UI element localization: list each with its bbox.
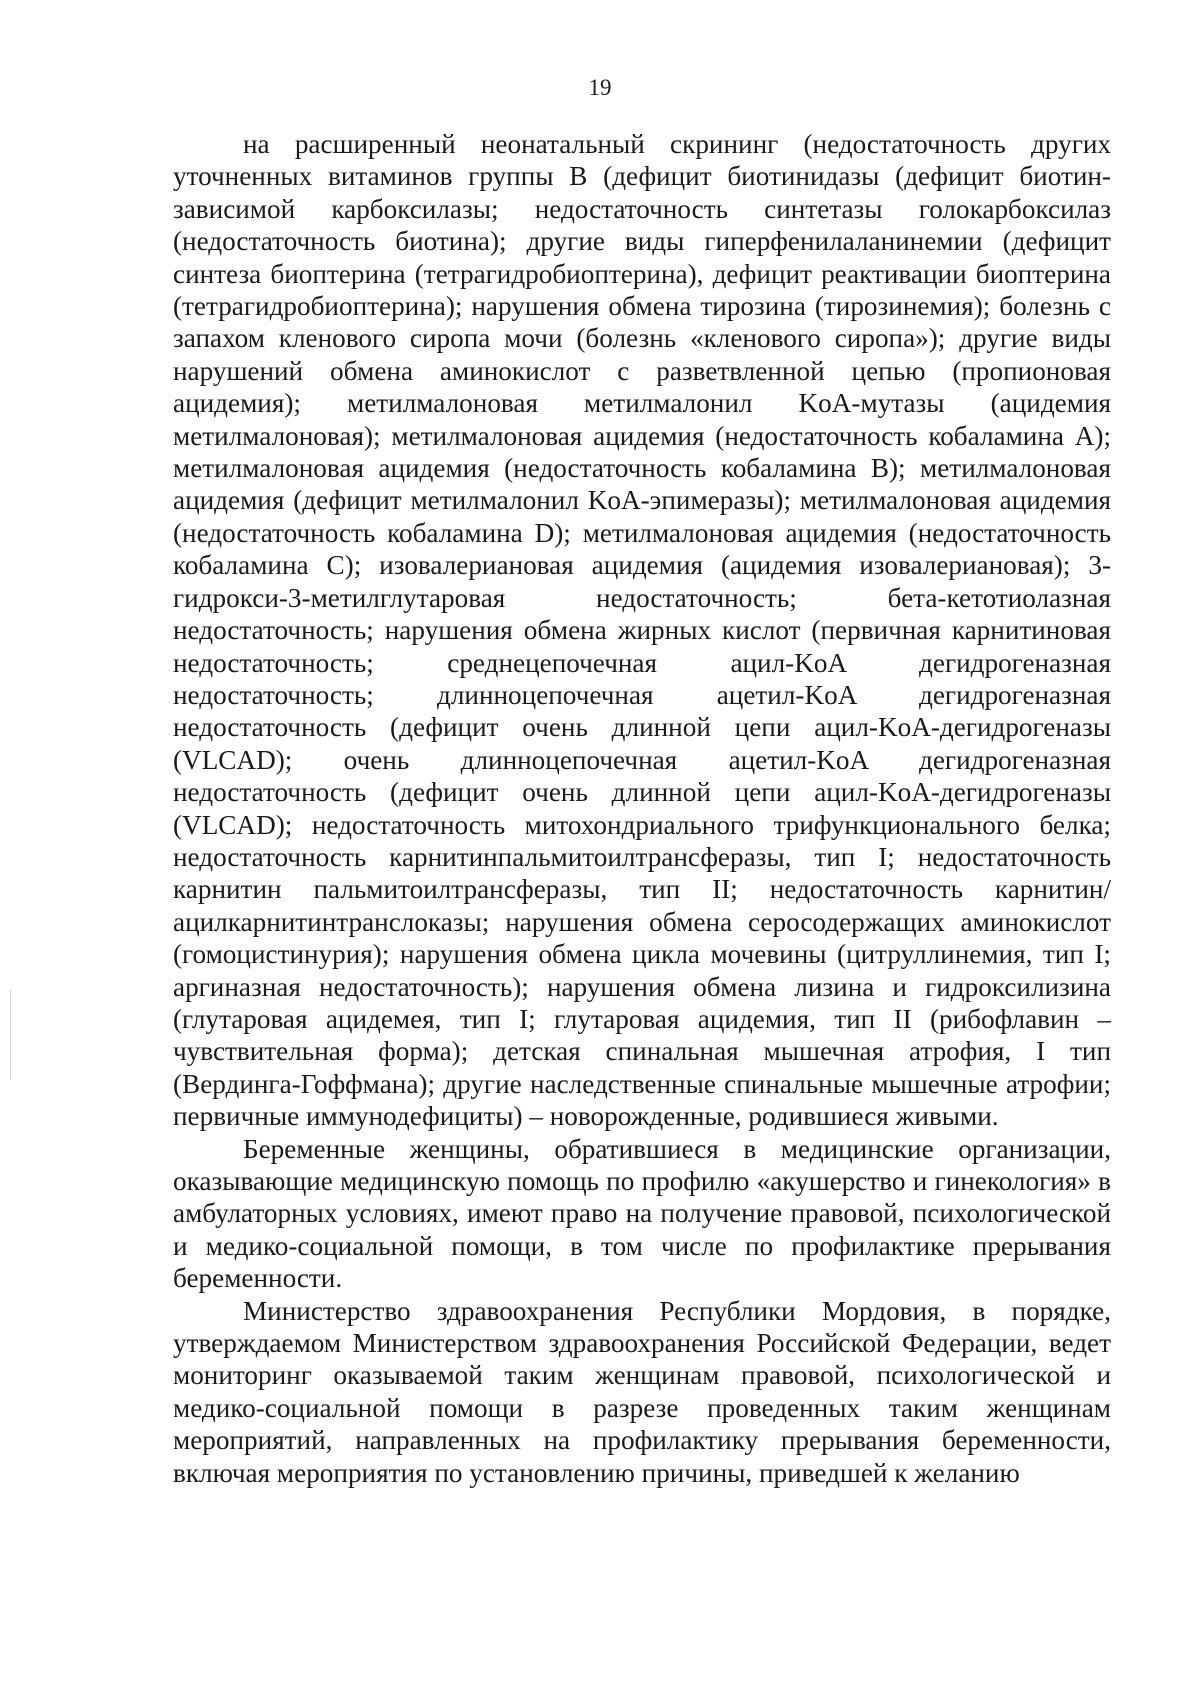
document-body xyxy=(173,128,1111,1489)
scan-margin-mark xyxy=(10,990,11,1080)
page-number: 19 xyxy=(588,75,612,100)
paragraph-ministry-monitoring: Министерство здравоохранения Республики Мордовия, в порядке, утверждаемом Министерством здравоохранения Российской Федерации, ведет мониторинг оказываемой таким женщинам правовой, психологической и медико-социальной помощи в разрезе проведенных таким женщинам мероприятий, направленных на профилактику прерывания беременности, включая мероприятия по установлению причины, приведшей к желанию xyxy=(173,1295,1111,1488)
paragraph-screening-list: на расширенный неонатальный скрининг (недостаточность других уточненных витаминов группы В (дефицит биотинидазы (дефицит биотин-зависимой карбоксилазы; недостаточность синтетазы голокарбоксилаз (недостаточность биотина); другие виды гиперфенилаланинемии (дефицит синтеза биоптерина (тетрагидробиоптерина), дефицит реактивации биоптерина (тетрагидробиоптерина); нарушения обмена тирозина (тирозинемия); болезнь с запахом кленового сиропа мочи (болезнь «кленового сиропа»); другие виды нарушений обмена аминокислот с разветвленной цепью (пропионовая ацидемия); метилмалоновая метилмалонил KoA-мутазы (ацидемия метилмалоновая); метилмалоновая ацидемия (недостаточность кобаламина А); метилмалоновая ацидемия (недостаточность кобаламина В); метилмалоновая ацидемия (дефицит метилмалонил KoA-эпимеразы); метилмалоновая ацидемия (недостаточность кобаламина D); метилмалоновая ацидемия (недостаточность кобаламина С); изовалериановая ацидемия (ацидемия изовалериановая); 3-гидрокси-3-метилглутаровая недостаточность; бета-кетотиолазная недостаточность; нарушения обмена жирных кислот (первичная карнитиновая недостаточность; среднецепочечная ацил-KoA дегидрогеназная недостаточность; длинноцепочечная ацетил-KoA дегидрогеназная недостаточность (дефицит очень длинной цепи ацил-KoA-дегидрогеназы (VLCAD); очень длинноцепочечная ацетил-KoA дегидрогеназная недостаточность (дефицит очень длинной цепи ацил-KoA-дегидрогеназы (VLCAD); недостаточность митохондриального трифункционального белка; недостаточность карнитинпальмитоилтрансферазы, тип I; недостаточность карнитин пальмитоилтрансферазы, тип II; недостаточность карнитин/ацилкарнитинтранслоказы; нарушения обмена серосодержащих аминокислот (гомоцистинурия); нарушения обмена цикла мочевины (цитруллинемия, тип I; аргиназная недостаточность); нарушения обмена лизина и гидроксилизина (глутаровая ацидемея, тип I; глутаровая ацидемия, тип II (рибофлавин – чувствительная форма); детская спинальная мышечная атрофия, I тип (Вердинга-Гоффмана); другие наследственные спинальные мышечные атрофии; первичные иммунодефициты) – новорожденные, родившиеся живыми. xyxy=(173,129,1111,1132)
paragraph-pregnant-women: Беременные женщины, обратившиеся в медицинские организации, оказывающие медицинскую помощь по профилю «акушерство и гинекология» в амбулаторных условиях, имеют право на получение правовой, психологической и медико-социальной помощи, в том числе по профилактике прерывания беременности. xyxy=(173,1133,1111,1294)
